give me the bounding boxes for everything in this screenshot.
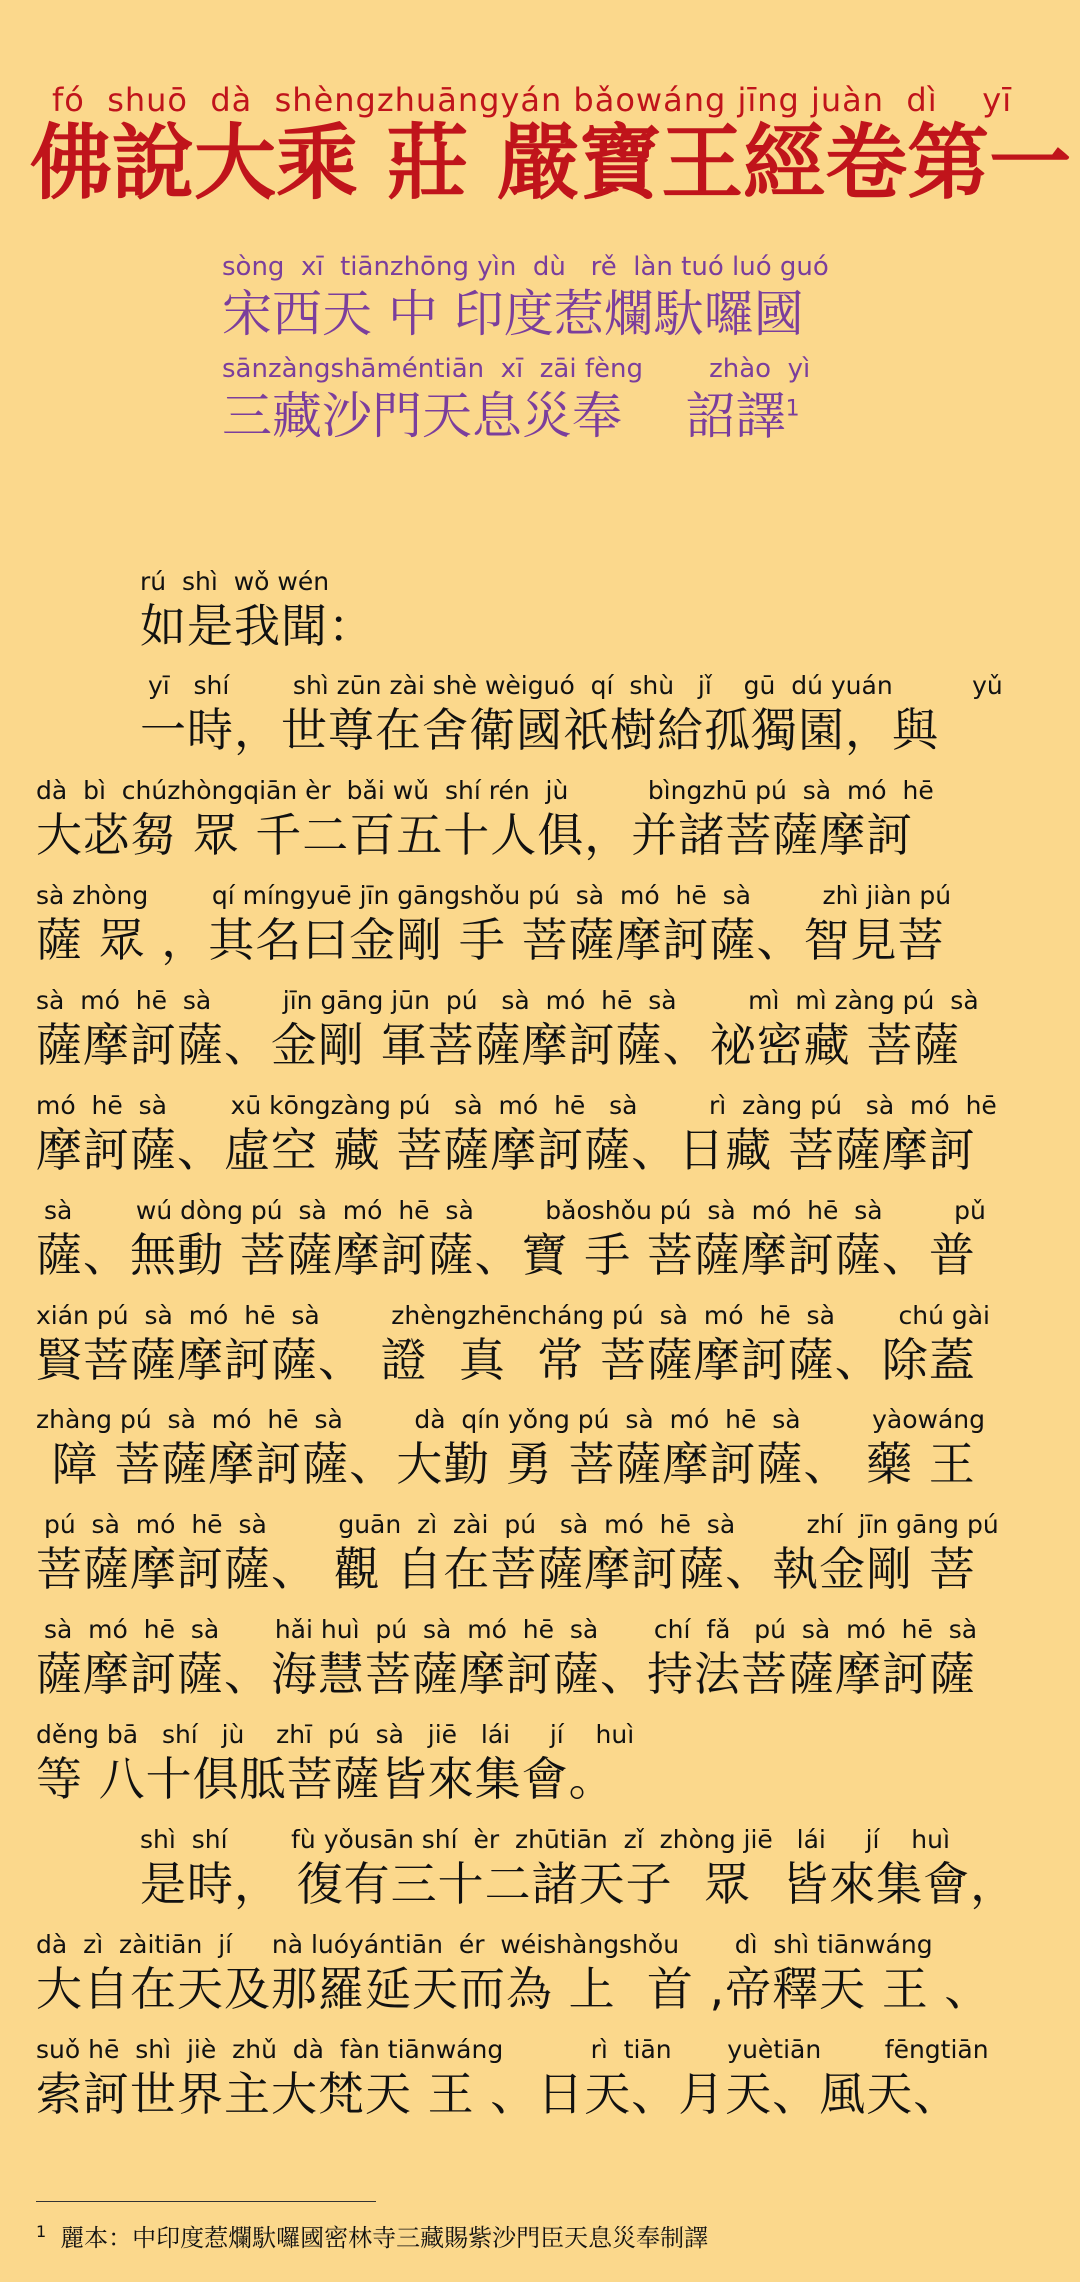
line-pinyin: yī shí shì zūn zài shè wèiguó qí shù jǐ gū dú yuán yǔ: [140, 671, 1003, 700]
text-line: [36, 775, 1056, 863]
subtitle-pinyin: sòng xī tiānzhōng yìn dù rě làn tuó luó guó: [222, 252, 829, 282]
text-line: [36, 1300, 1056, 1388]
text-line: [36, 880, 1056, 968]
text-line: [36, 1090, 1056, 1178]
line-pinyin: sà zhòng qí míngyuē jīn gāngshǒu pú sà mó hē sà zhì jiàn pú: [36, 881, 952, 910]
footnote: [36, 2216, 1036, 2254]
footnote-marker: 1: [785, 396, 800, 422]
subtitle-hanzi-text: 三藏沙門天息災奉 詔譯: [222, 387, 786, 445]
title-hanzi: 佛說大乘 莊 嚴寶王經卷第一: [30, 116, 1072, 211]
text-line: [36, 1509, 1056, 1597]
line-hanzi: 菩薩摩訶薩、 觀 自在菩薩摩訶薩、執金剛 菩: [36, 1542, 976, 1596]
text-line: [36, 1614, 1056, 1702]
translator-line-1: [222, 250, 922, 344]
line-pinyin: xián pú sà mó hē sà zhèngzhēncháng pú sà mó hē sà chú gài: [36, 1301, 990, 1330]
line-pinyin: děng bā shí jù zhī pú sà jiē lái jí huì: [36, 1720, 635, 1749]
sutra-title: [30, 80, 1072, 212]
text-line: [36, 1195, 1056, 1283]
line-hanzi: 薩摩訶薩、海慧菩薩摩訶薩、持法菩薩摩訶薩: [36, 1647, 976, 1701]
translator-line-2: [222, 352, 922, 446]
line-hanzi: 是時， 復有三十二諸天子 眾 皆來集會，: [140, 1857, 1018, 1911]
subtitle-pinyin: sānzàngshāméntiān xī zāi fèng zhào yì: [222, 354, 811, 384]
line-hanzi: 薩 眾 ，其名曰金剛 手 菩薩摩訶薩、智見菩: [36, 913, 945, 967]
text-line: [36, 1719, 1056, 1807]
footnote-number: 1: [36, 2222, 47, 2241]
line-hanzi: 等 八十俱胝菩薩皆來集會。: [36, 1752, 616, 1806]
line-pinyin: sà mó hē sà jīn gāng jūn pú sà mó hē sà mì mì zàng pú sà: [36, 986, 979, 1015]
line-hanzi: 索訶世界主大梵天 王 、日天、月天、風天、: [36, 2067, 961, 2121]
line-hanzi: 賢菩薩摩訶薩、 證 真 常 菩薩摩訶薩、除蓋: [36, 1333, 976, 1387]
subtitle-hanzi: [222, 386, 922, 446]
line-hanzi: 障 菩薩摩訶薩、大勤 勇 菩薩摩訶薩、 藥 王: [36, 1437, 976, 1491]
line-hanzi: 大苾芻 眾 千二百五十人俱，并諸菩薩摩訶: [36, 808, 914, 862]
footnote-divider: [36, 2201, 376, 2202]
subtitle-hanzi: 宋西天 中 印度惹爛馱囉國: [222, 285, 804, 343]
line-pinyin: shì shí fù yǒusān shí èr zhūtiān zǐ zhòng jiē lái jí huì: [140, 1825, 950, 1854]
line-hanzi: 大自在天及那羅延天而為 上 首 ,帝釋天 王 、: [36, 1962, 992, 2016]
line-pinyin: zhàng pú sà mó hē sà dà qín yǒng pú sà mó hē sà yàowáng: [36, 1405, 986, 1434]
line-pinyin: rú shì wǒ wén: [140, 567, 330, 596]
line-pinyin: pú sà mó hē sà guān zì zài pú sà mó hē sà zhí jīn gāng pú: [36, 1510, 999, 1539]
text-line: [36, 1404, 1056, 1492]
line-pinyin: suǒ hē shì jiè zhǔ dà fàn tiānwáng rì tiān yuètiān fēngtiān: [36, 2035, 989, 2064]
line-pinyin: dà zì zàitiān jí nà luóyántiān ér wéishàngshǒu dì shì tiānwáng: [36, 1930, 933, 1959]
text-line: [140, 670, 1056, 758]
line-hanzi: 如是我聞：: [140, 599, 375, 653]
title-pinyin: fó shuō dà shèngzhuāngyán bǎowáng jīng juàn dì yī: [52, 81, 1013, 119]
line-hanzi: 一時，世尊在舍衛國祇樹給孤獨園，與: [140, 703, 939, 757]
line-pinyin: mó hē sà xū kōngzàng pú sà mó hē sà rì zàng pú sà mó hē: [36, 1091, 997, 1120]
line-pinyin: sà wú dòng pú sà mó hē sà bǎoshǒu pú sà mó hē sà pǔ: [36, 1196, 986, 1225]
text-line: [36, 985, 1056, 1073]
text-line: [36, 1929, 1056, 2017]
line-hanzi: 摩訶薩、虛空 藏 菩薩摩訶薩、日藏 菩薩摩訶: [36, 1123, 976, 1177]
text-line: [140, 566, 1056, 654]
footnote-text: 麗本：中印度惹爛馱囉國密林寺三藏賜紫沙門臣天息災奉制譯: [60, 2224, 709, 2252]
text-line: [36, 2034, 1056, 2122]
line-hanzi: 薩、無動 菩薩摩訶薩、寶 手 菩薩摩訶薩、普: [36, 1228, 976, 1282]
text-line: [140, 1824, 1056, 1912]
line-pinyin: sà mó hē sà hǎi huì pú sà mó hē sà chí fǎ pú sà mó hē sà: [36, 1615, 978, 1644]
line-hanzi: 薩摩訶薩、金剛 軍菩薩摩訶薩、祕密藏 菩薩: [36, 1018, 961, 1072]
line-pinyin: dà bì chúzhòngqiān èr bǎi wǔ shí rén jù bìngzhū pú sà mó hē: [36, 776, 934, 805]
